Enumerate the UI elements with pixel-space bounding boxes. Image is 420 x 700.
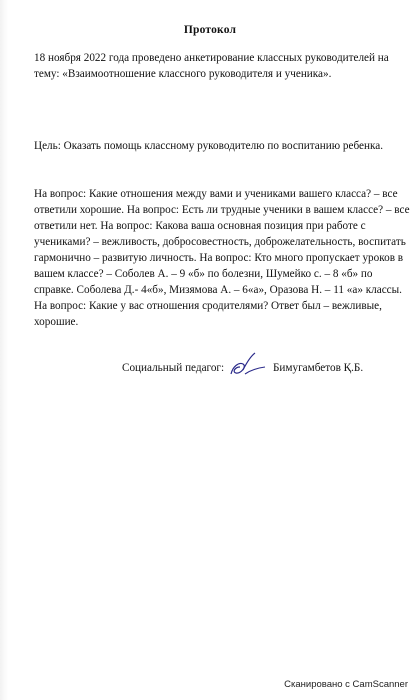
body-line: учениками? – вежливость, добросовестность, доброжелательность, воспитать bbox=[34, 236, 406, 248]
signatory-name: Бимугамбетов Қ.Б. bbox=[273, 362, 364, 374]
body-line: вашем классе? – Соболев А. – 9 «б» по болезни, Шумейко с. – 8 «б» по bbox=[34, 268, 373, 280]
body-line: ответили нет. На вопрос: Какова ваша основная позиция при работе с bbox=[34, 220, 366, 232]
page-edge-shadow bbox=[0, 0, 8, 700]
scanner-watermark: Сканировано с CamScanner bbox=[284, 679, 408, 690]
body-line: справке. Соболева Д.- 4«б», Мизямова А. – 6«а», Оразова Н. – 11 «а» классы. bbox=[34, 284, 402, 296]
intro-line: тему: «Взаимоотношение классного руководителя и ученика». bbox=[34, 68, 332, 80]
document-title: Протокол bbox=[183, 24, 237, 36]
body-paragraph bbox=[34, 186, 420, 330]
body-line: ответили хорошие. На вопрос: Есть ли трудные ученики в вашем классе? – все bbox=[34, 204, 410, 216]
body-line: На вопрос: Какие у вас отношения сродителями? Ответ был – вежливые, bbox=[34, 300, 382, 312]
signature-label: Социальный педагог: bbox=[122, 362, 225, 374]
handwritten-signature bbox=[225, 350, 269, 384]
intro-line: 18 ноября 2022 года проведено анкетирование классных руководителей на bbox=[34, 52, 389, 64]
goal-paragraph: Цель: Оказать помощь классному руководителю по воспитанию ребенка. bbox=[34, 140, 383, 152]
body-line: На вопрос: Какие отношения между вами и учениками вашего класса? – все bbox=[34, 188, 398, 200]
body-line: гармонично – развитую личность. На вопрос: Кто много пропускает уроков в bbox=[34, 252, 404, 264]
body-line: хорошие. bbox=[34, 316, 79, 328]
intro-paragraph bbox=[34, 50, 420, 82]
signature-block bbox=[122, 358, 420, 384]
